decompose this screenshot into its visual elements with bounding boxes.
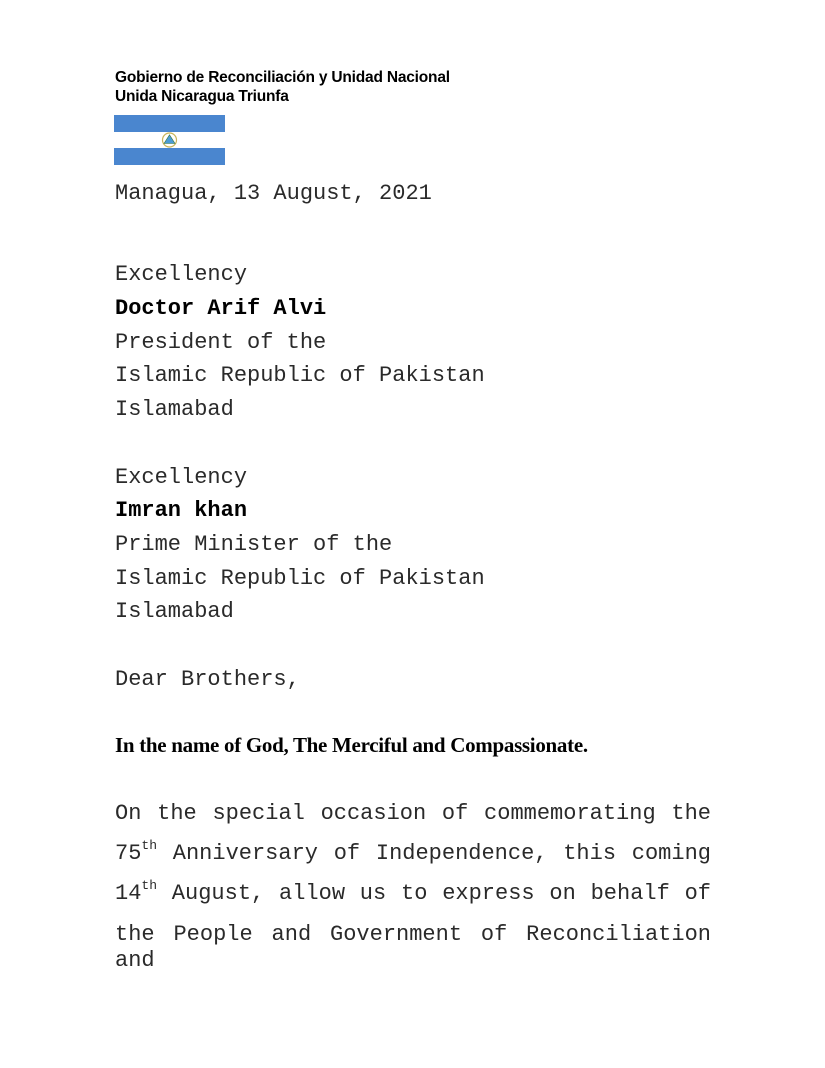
recipient1-salutation: Excellency [115,262,248,287]
ordinal-suffix: th [141,837,158,853]
body-line-1: On the special occasion of commemorating the [115,801,711,826]
body-line-3 [115,877,711,907]
recipient2-country: Islamic Republic of Pakistan [115,566,485,591]
recipient2-title: Prime Minister of the [115,532,393,557]
invocation: In the name of God, The Merciful and Compassionate. [115,733,588,757]
body-line-2-text: Anniversary of Independence, this coming [157,841,711,866]
recipient2-name: Imran khan [115,498,248,523]
recipient2-salutation: Excellency [115,465,248,490]
recipient1-name: Doctor Arif Alvi [115,296,327,321]
government-motto: Unida Nicaragua Triunfa [115,88,289,105]
anniversary-number: 75 [115,841,142,866]
body-line-3-text: August, allow us to express on behalf of [157,881,711,906]
recipient2-city: Islamabad [115,599,234,624]
date-line: Managua, 13 August, 2021 [115,181,432,206]
ordinal-suffix: th [141,877,158,893]
greeting: Dear Brothers, [115,667,300,692]
body-line-2 [115,837,711,867]
recipient1-country: Islamic Republic of Pakistan [115,363,485,388]
government-name: Gobierno de Reconciliación y Unidad Nacional [115,69,450,86]
letterhead [115,68,450,106]
day-number: 14 [115,881,142,906]
recipient1-title: President of the [115,330,327,355]
nicaragua-flag-icon [114,115,225,165]
recipient1-city: Islamabad [115,397,234,422]
body-line-4: the People and Government of Reconciliation and [115,922,711,973]
